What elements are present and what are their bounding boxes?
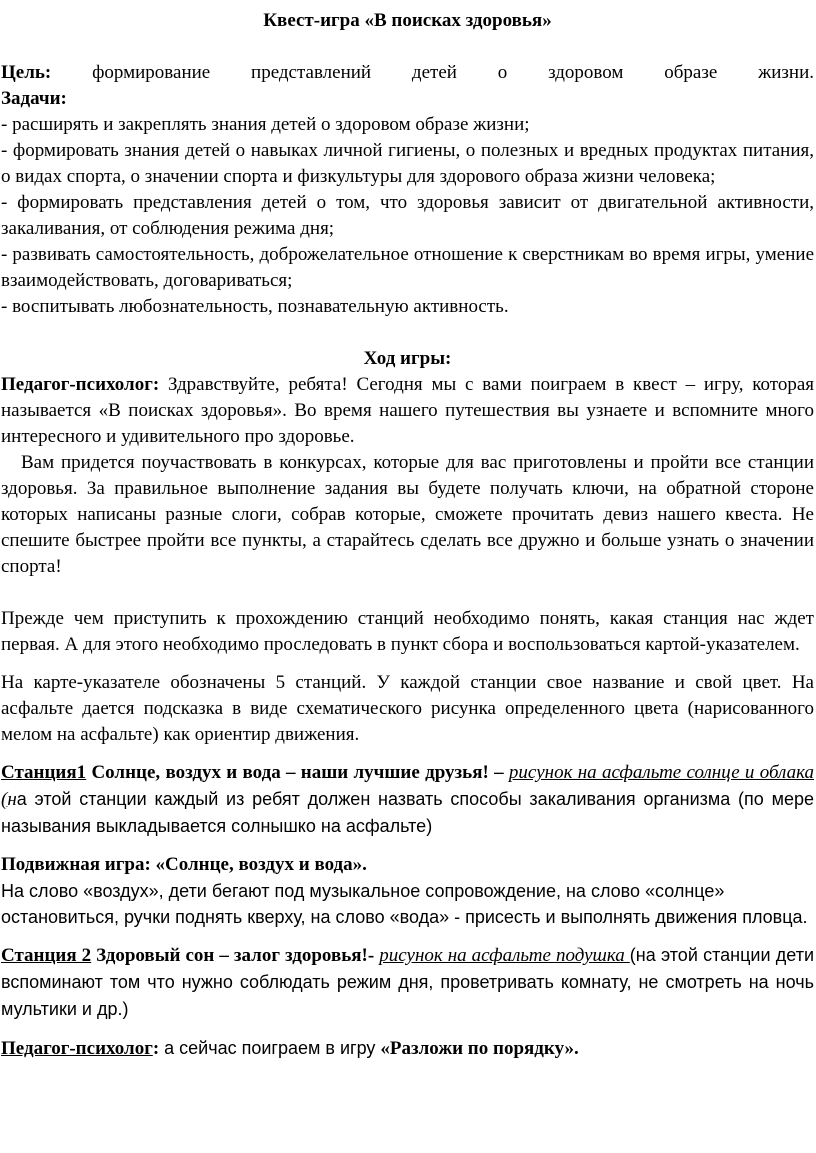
- psychologist-label-2: Педагог-психолог: [1, 1038, 153, 1059]
- map-paragraph-2: На карте-указателе обозначены 5 станций. У каждой станции свое название и свой цвет. На асфальте дается подсказка в виде схематического рисунка определенного цвета (нарисованного мелом на асфальте) как ориентир движения.: [1, 672, 814, 745]
- game-1-text: На слово «воздух», дети бегают под музыкальное сопровождение, на слово «солнце» остановиться, ручки поднять кверху, на слово «вода» - присесть и выполнять движения пловца.: [1, 881, 808, 927]
- station-1-drawing: рисунок на асфальте солнце и облака (: [1, 762, 814, 810]
- task-item-2: - формировать знания детей о навыках личной гигиены, о полезных и вредных продуктах питания, о видах спорта, о значении спорта и физкультуры для здорового образа жизни человека;: [1, 140, 814, 187]
- task-item-3: - формировать представления детей о том, что здоровья зависит от двигательной активности, закаливания, от соблюдения режима дня;: [1, 192, 814, 239]
- station-1-title: Солнце, воздух и вода – наши лучшие друзья! –: [86, 762, 509, 783]
- document-title: Квест-игра «В поисках здоровья»: [263, 10, 552, 31]
- station-1-label: Станция1: [1, 762, 87, 783]
- station-1-text: а этой станции каждый из ребят должен назвать способы закаливания организма (по мере называния выкладывается солнышко на асфальте): [1, 789, 814, 836]
- tasks-label: Задачи:: [1, 88, 67, 109]
- psychologist-label: Педагог-психолог:: [1, 374, 160, 395]
- goal-label: Цель:: [1, 62, 52, 83]
- station-2-drawing: рисунок на асфальте подушка: [379, 945, 630, 966]
- station-2-label: Станция 2: [1, 945, 92, 966]
- intro-paragraph: [1, 372, 814, 450]
- station-2-title: Здоровый сон – залог здоровья!-: [91, 945, 380, 966]
- intro-paragraph-2: Вам придется поучаствовать в конкурсах, которые для вас приготовлены и пройти все станции здоровья. За правильное выполнение задания вы будете получать ключи, на обратной стороне которых написаны разные слоги, собрав которые, сможете прочитать девиз нашего квеста. Не спешите быстрее пройти все пункты, а старайтесь сделать все дружно и больше узнать о значении спорта!: [1, 452, 814, 577]
- task-item-5: - воспитывать любознательность, познавательную активность.: [1, 296, 509, 317]
- station-2-paragraph: [1, 942, 814, 1023]
- task-item-1: - расширять и закреплять знания детей о здоровом образе жизни;: [1, 114, 530, 135]
- final-paragraph: [1, 1035, 814, 1062]
- course-heading: Ход игры:: [363, 348, 452, 369]
- station-1-paragraph: [1, 760, 814, 840]
- intro-text: Здравствуйте, ребята! Сегодня мы с вами поиграем в квест – игру, которая называется «В поисках здоровья». Во время нашего путешествия вы узнаете и вспомните много интересного и удивительного про здоровье.: [1, 374, 814, 447]
- game-1-title: Подвижная игра: «Солнце, воздух и вода».: [1, 854, 367, 875]
- station-1-text-n: н: [7, 789, 17, 810]
- station-2-text: (на этой станции дети вспоминают том что нужно соблюдать режим дня, проветривать комнату, не смотреть на ночь мультики и др.): [1, 945, 815, 1019]
- goal-text: формирование представлений детей о здоровом образе жизни.: [51, 62, 814, 83]
- final-colon: :: [152, 1038, 160, 1059]
- final-game-name: «Разложи по порядку».: [380, 1038, 579, 1059]
- final-text: а сейчас поиграем в игру: [159, 1038, 381, 1058]
- task-item-4: - развивать самостоятельность, доброжелательное отношение к сверстникам во время игры, умение взаимодействовать, договариваться;: [1, 244, 814, 291]
- goal-paragraph: [1, 60, 814, 86]
- document-body: [1, 8, 814, 1062]
- map-paragraph-1: Прежде чем приступить к прохождению станций необходимо понять, какая станция нас ждет первая. А для этого необходимо проследовать в пункт сбора и воспользоваться картой-указателем.: [1, 608, 814, 655]
